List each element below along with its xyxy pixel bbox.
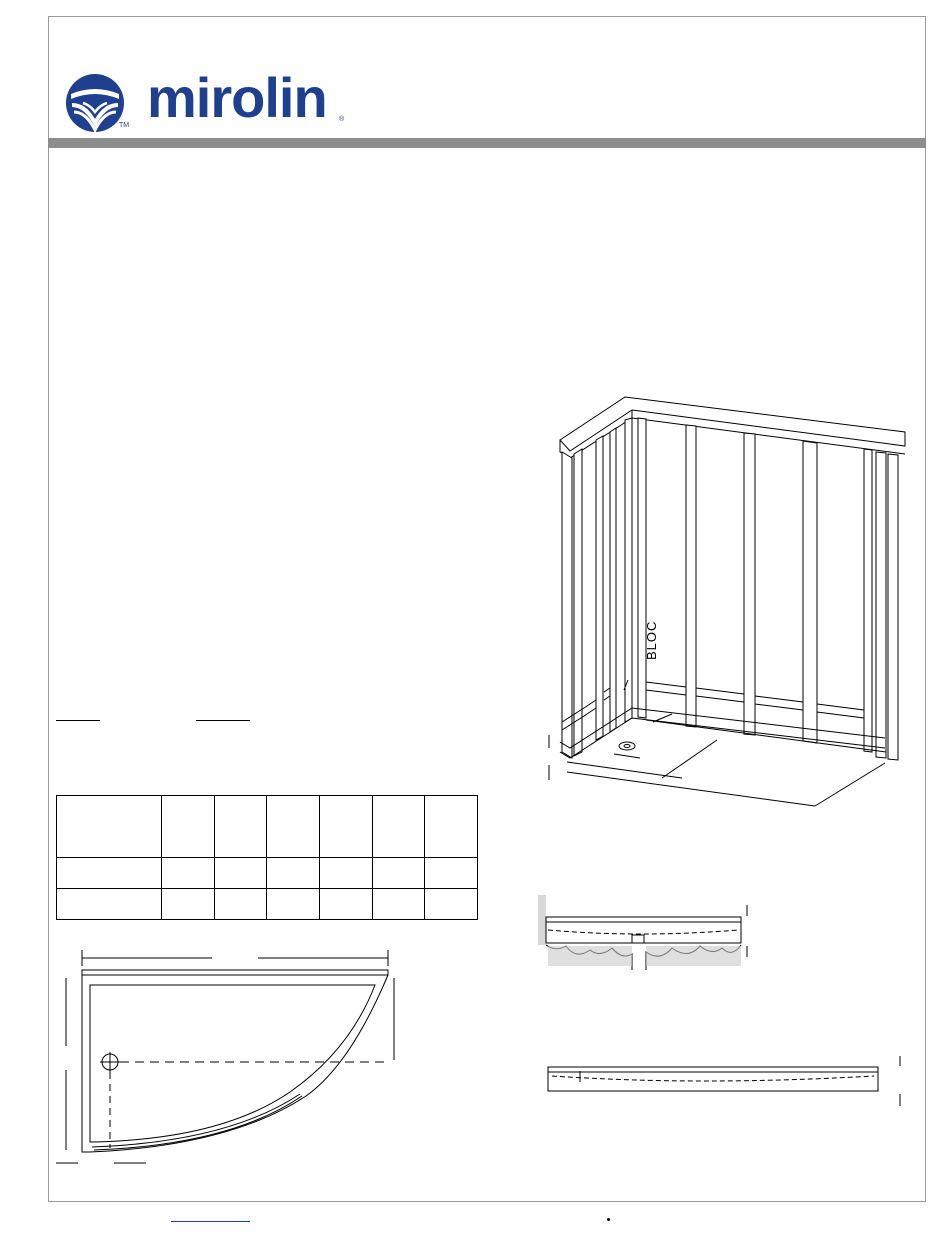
plan-view-drawing bbox=[52, 950, 402, 1170]
table-cell bbox=[267, 796, 320, 858]
table-cell bbox=[214, 796, 267, 858]
table-cell bbox=[425, 889, 478, 920]
table-cell bbox=[319, 858, 372, 889]
table-cell bbox=[372, 796, 425, 858]
wall-framing-drawing bbox=[540, 390, 920, 820]
table-row bbox=[57, 889, 478, 920]
table-cell bbox=[214, 889, 267, 920]
brand-logo bbox=[64, 68, 364, 138]
side-profile-drawing bbox=[544, 1052, 910, 1112]
table-cell bbox=[214, 858, 267, 889]
table-cell bbox=[319, 796, 372, 858]
footer-link-underline[interactable] bbox=[171, 1221, 250, 1222]
underline-b bbox=[196, 720, 250, 721]
mirolin-emblem-icon bbox=[64, 72, 126, 134]
underline-a bbox=[56, 720, 100, 721]
table-cell bbox=[162, 889, 215, 920]
brand-name: mirolin bbox=[147, 66, 327, 129]
table-cell bbox=[162, 796, 215, 858]
table-cell bbox=[425, 858, 478, 889]
table-cell bbox=[267, 889, 320, 920]
table-cell bbox=[319, 889, 372, 920]
block-label: BLOC bbox=[644, 620, 659, 660]
table-cell bbox=[372, 889, 425, 920]
registered-symbol: ® bbox=[339, 116, 345, 123]
table-header-row bbox=[57, 796, 478, 858]
table-cell bbox=[57, 796, 162, 858]
header-bar bbox=[48, 138, 926, 148]
drain-section-drawing bbox=[536, 890, 756, 970]
table-cell bbox=[57, 889, 162, 920]
table-cell bbox=[57, 858, 162, 889]
table-cell bbox=[372, 858, 425, 889]
footer-dot bbox=[607, 1218, 610, 1221]
trademark-symbol: TM bbox=[119, 122, 130, 129]
specification-table bbox=[56, 795, 478, 920]
table-cell bbox=[162, 858, 215, 889]
table-cell bbox=[267, 858, 320, 889]
table-row bbox=[57, 858, 478, 889]
table-cell bbox=[425, 796, 478, 858]
